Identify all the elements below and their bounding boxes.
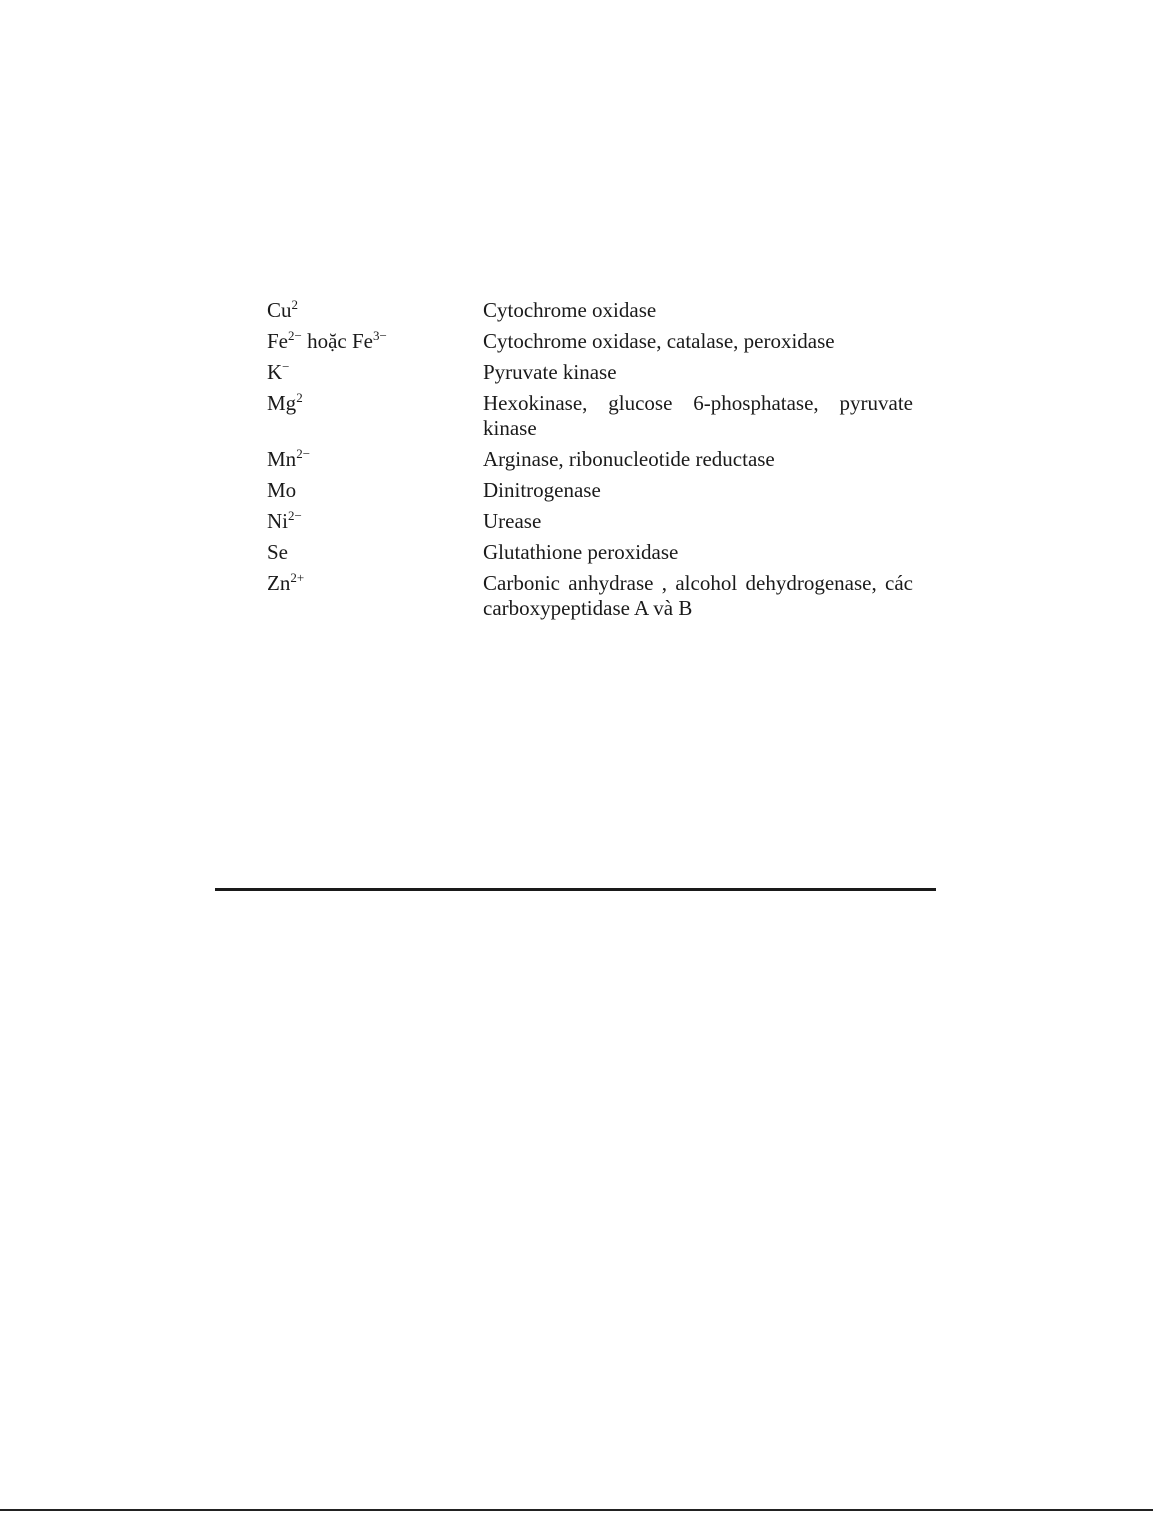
table-row (267, 447, 913, 472)
enzyme-cell: Pyruvate kinase (483, 360, 617, 384)
table-row (267, 478, 913, 503)
ion-cell: Mg$^2$ (267, 390, 303, 415)
table-row (267, 360, 913, 385)
horizontal-rule (215, 888, 936, 891)
enzyme-cell: Dinitrogenase (483, 478, 601, 502)
table-row (267, 329, 913, 354)
ion-cell: Se (267, 540, 288, 564)
page-bottom-edge (0, 1509, 1153, 1511)
ion-cell: $Zn^{2+}$ (267, 570, 305, 595)
table-row (267, 298, 913, 323)
table-row (267, 509, 913, 534)
ion-cell: $Fe^{2-}$ hoặc $Fe^{3-}$ (267, 328, 387, 353)
enzyme-cell: Arginase, ribonucleotide reductase (483, 447, 775, 471)
table-row (267, 571, 913, 621)
enzyme-cell: Urease (483, 509, 542, 533)
table-row (267, 540, 913, 565)
ion-cell: $Mn^{2-}$ (267, 446, 311, 471)
table-row (267, 391, 913, 441)
ion-cell: $Ni^{2-}$ (267, 508, 302, 533)
ion-cell: K− (267, 359, 290, 384)
ion-cell: Mo (267, 478, 297, 502)
enzyme-cell: Glutathione peroxidase (483, 540, 679, 564)
enzyme-cell: Carbonic anhydrase , alcohol dehydrogenase, các carboxypeptidase A và B (483, 571, 913, 620)
enzyme-cell: Hexokinase, glucose 6-phosphatase, pyruvate kinase (483, 391, 913, 440)
enzyme-cell: Cytochrome oxidase, catalase, peroxidase (483, 329, 835, 353)
ion-cell: Cu$^2$ (267, 297, 299, 322)
enzyme-cell: Cytochrome oxidase (483, 298, 657, 322)
ion-enzyme-table (267, 298, 913, 621)
